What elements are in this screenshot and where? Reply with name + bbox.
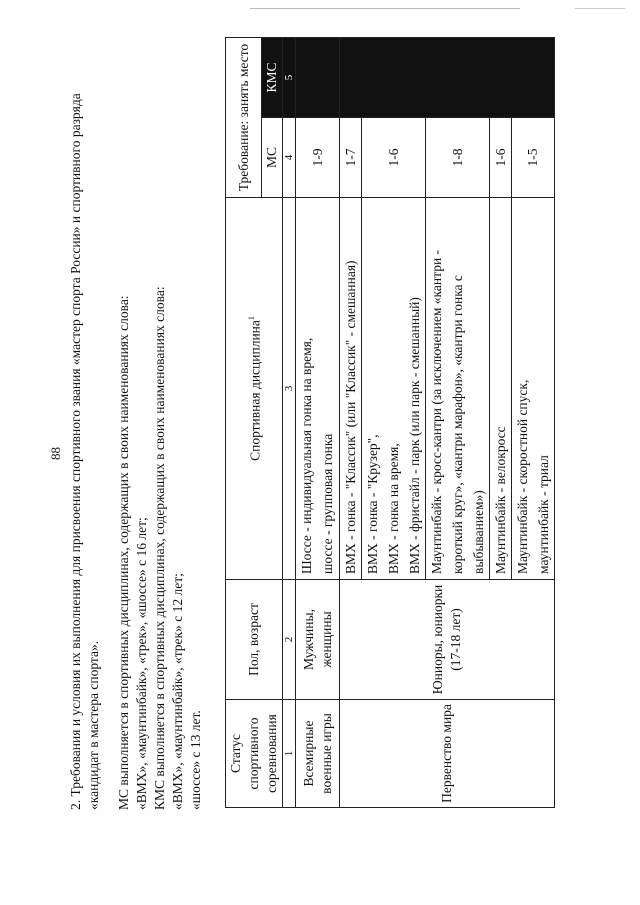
header-kms: КМС (262, 38, 283, 118)
condition-line: «ВМХ», «маунтинбайк», «трек», «шоссе» с 16 лет; (134, 517, 149, 810)
header-discipline (226, 198, 283, 580)
conditions-block (115, 286, 205, 810)
table-row (296, 38, 340, 808)
footnote-marker: 1 (247, 316, 257, 321)
ms-place: 1-6 (489, 118, 511, 197)
discipline-cell (296, 198, 340, 580)
column-number-row (283, 38, 296, 808)
section-heading (67, 93, 103, 810)
table-row-group (340, 38, 555, 808)
discipline-line: Шоссе - индивидуальная гонка на время, (299, 337, 314, 574)
discipline-line: BMX - фристайл - парк (или парк - смешанный) (407, 297, 422, 574)
discipline-line: BMX - гонка - "Крузер", (361, 198, 383, 579)
heading-line-1: 2. Требования и условия их выполнения для присвоения спортивного звания «мастер спорта России» и спортивного разряда (68, 93, 83, 810)
condition-line: КМС выполняется в спортивных дисциплинах, содержащих в своих наименованиях слова: (152, 286, 167, 810)
header-discipline-text: Спортивная дисциплина (247, 320, 263, 461)
ms-place-cell (340, 118, 555, 198)
discipline-cell (340, 198, 555, 580)
discipline-line: Маунтинбайк - скоростной спуск, (511, 198, 533, 579)
header-row (226, 38, 262, 808)
discipline-line: BMX - гонка на время, (386, 443, 401, 574)
status-cell: Первенство мира (340, 700, 555, 808)
column-number: 5 (283, 38, 296, 118)
status-cell: Всемирные военные игры (296, 700, 340, 808)
discipline-line: шоссе - групповая гонка (320, 433, 335, 574)
requirements-table (225, 37, 555, 808)
discipline-line: Маунтинбайк - кросс-кантри (за исключением «кантри - (425, 198, 447, 579)
header-requirement: Требование: занять место (226, 38, 262, 198)
header-ms: МС (262, 118, 283, 198)
kms-place-cell (340, 38, 555, 118)
kms-place-cell (296, 38, 340, 118)
discipline-line: маунтинбайк - триал (536, 455, 551, 574)
heading-line-2: «кандидат в мастера спорта». (86, 640, 101, 810)
condition-line: «ВМХ», «маунтинбайк», «трек» с 12 лет; (170, 573, 185, 810)
gender-age-cell: Юниоры, юниорки (17-18 лет) (340, 580, 555, 700)
condition-line: «шоссе» с 13 лет. (188, 710, 203, 810)
discipline-line: короткий круг», «кантри марафон», «кантри гонка с (450, 275, 465, 574)
column-number: 1 (283, 700, 296, 808)
discipline-line: выбыванием») (471, 490, 486, 574)
discipline-line: Маунтинбайк - велокросс (489, 198, 511, 579)
page-number: 88 (48, 447, 63, 460)
column-number: 3 (283, 198, 296, 580)
ms-place: 1-5 (511, 118, 554, 197)
discipline-line: BMX - гонка - "Классик" (или "Классик" - смешанная) (343, 260, 358, 574)
ms-place: 1-7 (343, 148, 358, 167)
ms-place: 1-8 (425, 118, 489, 197)
ms-place-cell: 1-9 (296, 118, 340, 198)
gender-age-cell: Мужчины, женщины (296, 580, 340, 700)
header-gender-age: Пол, возраст (226, 580, 283, 700)
condition-line: МС выполняется в спортивных дисциплинах, содержащих в своих наименованиях слова: (116, 295, 131, 810)
column-number: 4 (283, 118, 296, 198)
column-number: 2 (283, 580, 296, 700)
header-status: Статус спортивного соревнования (226, 700, 283, 808)
ms-place: 1-6 (361, 118, 425, 197)
